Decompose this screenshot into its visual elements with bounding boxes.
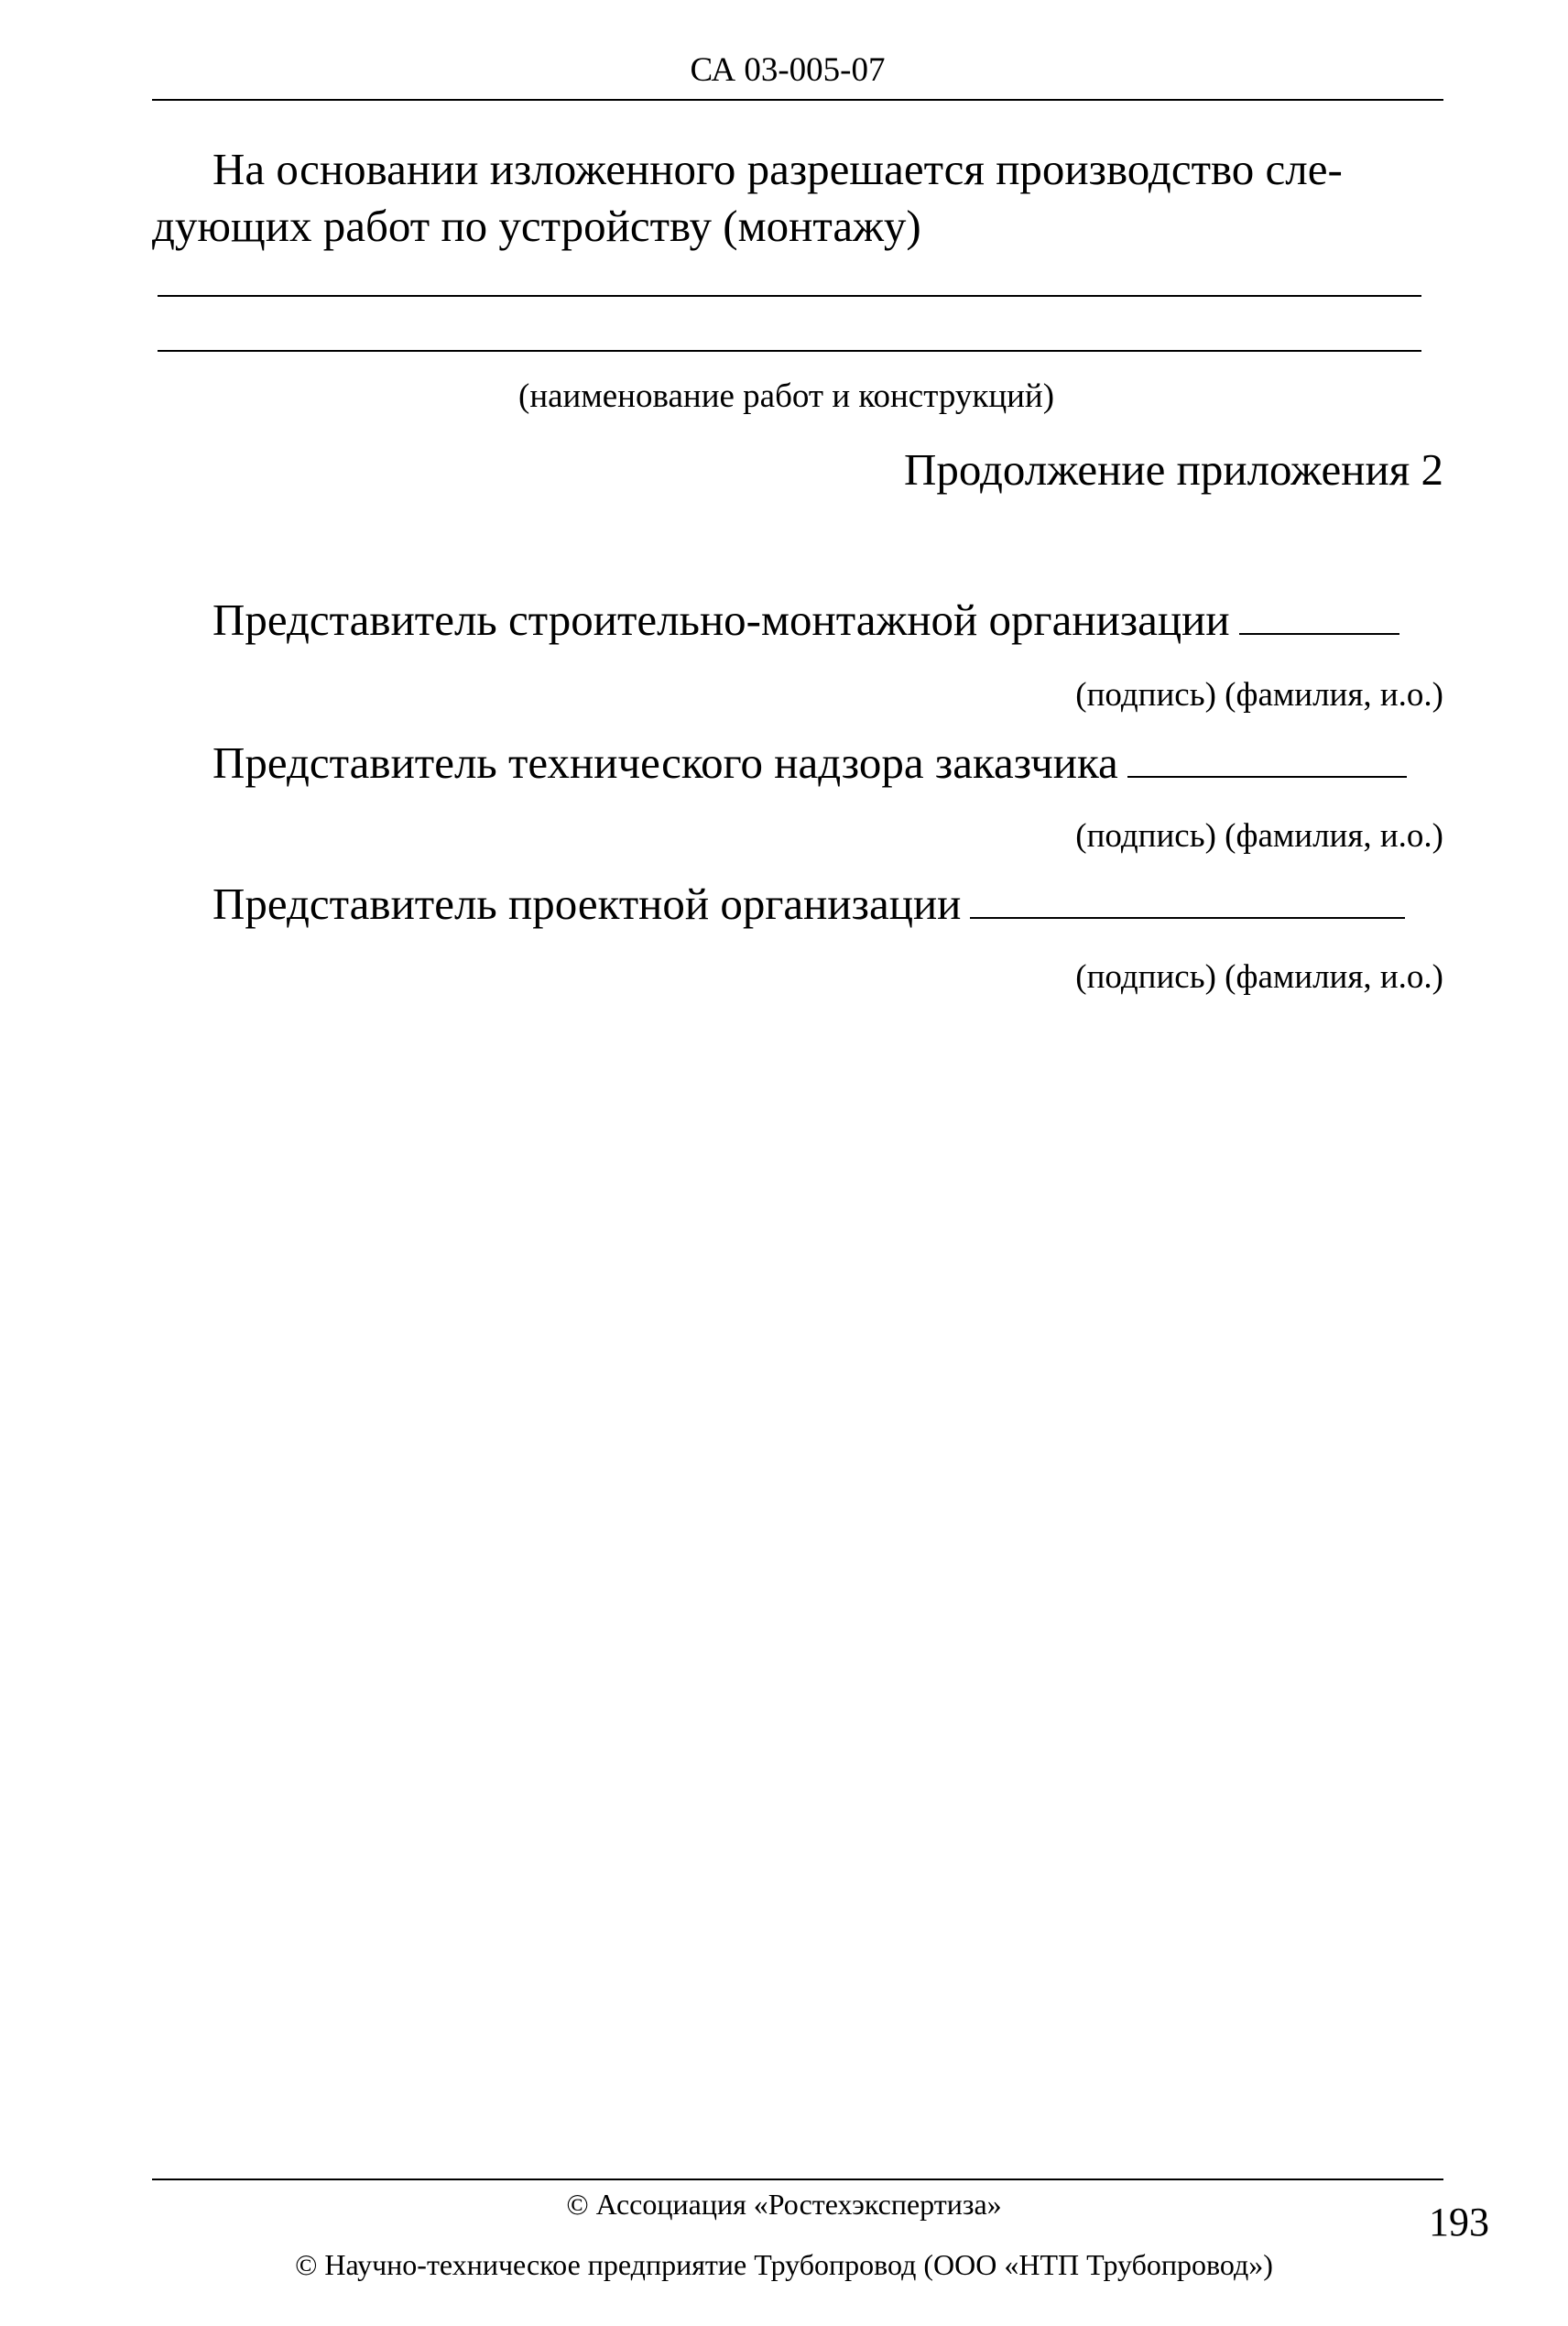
signature-row-construction <box>212 592 1399 649</box>
footer-copyright-enterprise: © Научно-техническое предприятие Трубопровод (ООО «НТП Трубопровод») <box>295 2248 1273 2281</box>
signature-blank-construction[interactable] <box>1239 596 1399 635</box>
signature-label-construction: Представитель строительно-монтажной организации <box>212 595 1230 645</box>
signature-blank-supervision[interactable] <box>1127 739 1407 778</box>
signature-label-supervision: Представитель технического надзора заказчика <box>212 737 1118 788</box>
header-rule <box>152 99 1443 101</box>
signature-caption-construction: (подпись) (фамилия, и.о.) <box>1075 676 1443 714</box>
signature-caption-design: (подпись) (фамилия, и.о.) <box>1075 958 1443 996</box>
signature-label-design: Представитель проектной организации <box>212 879 962 929</box>
signature-caption-supervision: (подпись) (фамилия, и.о.) <box>1075 817 1443 855</box>
intro-paragraph <box>152 141 1443 255</box>
intro-line-1: На основании изложенного разрешается производство сле- <box>212 144 1343 194</box>
intro-line-2: дующих работ по устройству (монтажу) <box>152 201 921 251</box>
continuation-title: Продолжение приложения 2 <box>904 444 1443 495</box>
works-blank-line-1 <box>158 295 1421 297</box>
signature-row-design <box>212 876 1405 933</box>
page-number: 193 <box>1429 2200 1489 2244</box>
works-blank-line-2 <box>158 350 1421 352</box>
signature-row-supervision <box>212 735 1407 792</box>
works-caption: (наименование работ и конструкций) <box>518 377 1055 415</box>
footer-rule <box>152 2179 1443 2180</box>
document-code: СА 03-005-07 <box>690 51 886 89</box>
signature-blank-design[interactable] <box>970 880 1405 919</box>
footer-copyright-association: © Ассоциация «Ростехэкспертиза» <box>566 2188 1002 2221</box>
